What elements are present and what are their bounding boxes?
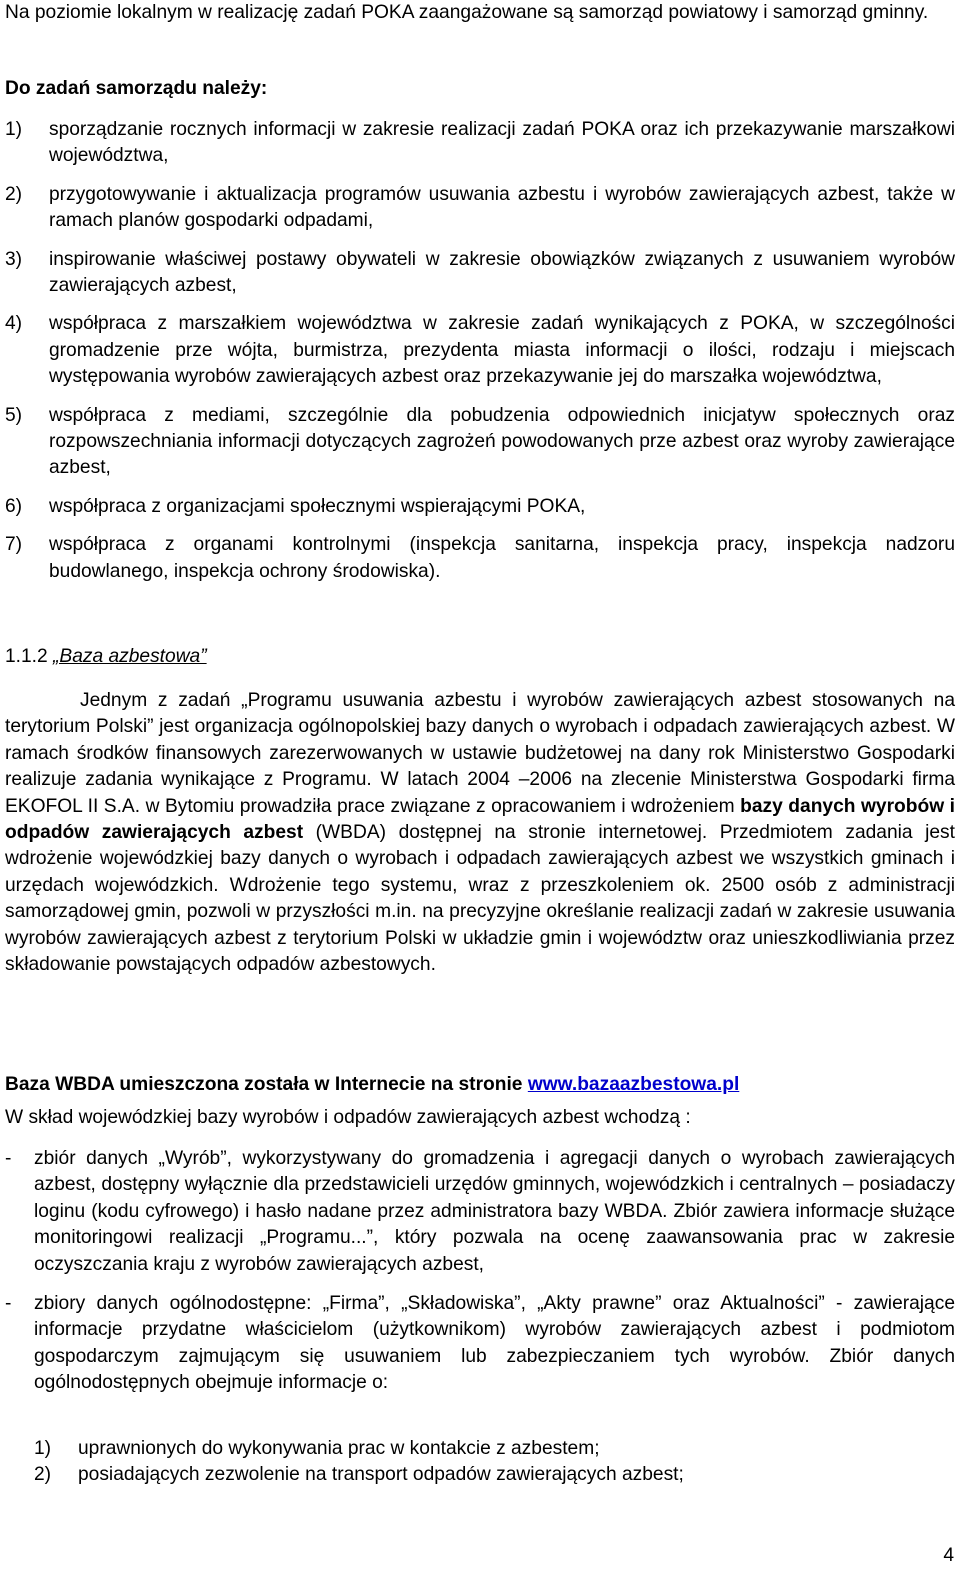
list-item-number: 4) <box>5 313 23 335</box>
list-item-number: 2) <box>5 183 23 205</box>
list-item-text: współpraca z marszałkiem województwa w zakresie zadań wynikających z POKA, w szczególności gromadzenie prze wójta, burmistrza, prezydenta miasta informacji o ilości, rodzaju i miejscach występowania wyrobów zawierających azbest oraz przekazywanie jej do marszałka województwa, <box>49 313 955 388</box>
database-components-list <box>5 1146 955 1397</box>
list-item-text: sporządzanie rocznych informacji w zakresie realizacji zadań POKA oraz ich przekazywanie marszałkowi województwa, <box>49 119 955 167</box>
list-item <box>5 247 955 300</box>
list-item-text: współpraca z organizacjami społecznymi wspierającymi POKA, <box>49 495 586 517</box>
list-item-text: uprawnionych do wykonywania prac w kontakcie z azbestem; <box>78 1438 600 1459</box>
list-item-number: 1) <box>34 1438 52 1459</box>
list-item <box>5 311 955 390</box>
body-text-bold: bazy danych wyrobów i odpadów zawierających azbest <box>5 795 955 844</box>
list-item <box>5 494 955 520</box>
list-item <box>34 1462 954 1488</box>
list-item-text: przygotowywanie i aktualizacja programów usuwania azbestu i wyrobów zawierających azbest, także w ramach planów gospodarki odpadami, <box>49 183 955 232</box>
list-item-text: współpraca z mediami, szczególnie dla pobudzenia odpowiednich inicjatyw społecznych oraz rozpowszechniania informacji dotyczących zagrożeń powodowanych prze azbest oraz wyroby zawierające azbest, <box>49 404 955 479</box>
list-item <box>5 1291 955 1397</box>
intro-paragraph: Na poziomie lokalnym w realizację zadań POKA zaangażowane są samorząd powiatowy i samorząd gminny. <box>5 2 929 23</box>
list-item <box>5 403 955 482</box>
list-item-number: 2) <box>34 1464 52 1486</box>
list-item-text: zbiór danych „Wyrób”, wykorzystywany do gromadzenia i agregacji danych o wyrobach zawierających azbest, dostępny wyłącznie dla przedstawicieli urzędów gminnych, wojewódzkich i centralnych – posiadaczy loginu (kodu cyfrowego) i hasło nadane przez administratora bazy WBDA. Zbiór zawiera informacje służące monitoringowi realizacji „Programu...”, który pozwala na ocenę zaawansowania prac w zakresie oczyszczania kraju z wyrobów zawierających azbest, <box>34 1148 955 1275</box>
list-item <box>34 1436 954 1462</box>
list-item-text: inspirowanie właściwej postawy obywateli w zakresie obowiązków związanych z usuwaniem wyrobów zawierających azbest, <box>49 248 955 297</box>
section-number: 1.1.2 <box>5 646 48 667</box>
tasks-heading: Do zadań samorządu należy: <box>5 78 268 99</box>
list-item <box>5 1146 955 1278</box>
list-item-number: 6) <box>5 495 23 517</box>
section-heading <box>5 644 207 670</box>
list-item-number: 7) <box>5 534 23 556</box>
list-item <box>5 182 955 235</box>
list-item-number: 1) <box>5 119 23 140</box>
public-data-list <box>34 1436 954 1489</box>
body-text-part2: (WBDA) dostępnej na stronie internetowej. Przedmiotem zadania jest wdrożenie wojewódzkiej bazy danych o wyrobach i odpadach zawierających azbest we wszystkich gminach i urzędach wojewódzkich. Wdrożenie tego systemu, wraz z przeszkoleniem ok. 2500 osób z administracji samorządowej gmin, pozwoli w przyszłości m.in. na precyzyjne określanie realizacji zadań w zakresie usuwania wyrobów zawierających azbest z terytorium Polski w układzie gmin i województw oraz unieszkodliwiania przez składowanie powstających odpadów azbestowych. <box>5 822 955 976</box>
tasks-list <box>5 117 955 585</box>
composition-intro: W skład wojewódzkiej bazy wyrobów i odpadów zawierających azbest wchodzą : <box>5 1107 691 1128</box>
list-item <box>5 117 955 170</box>
list-item-number: 5) <box>5 404 23 426</box>
wbda-statement <box>5 1072 739 1098</box>
list-item <box>5 532 955 585</box>
list-dash: - <box>5 1148 12 1169</box>
list-item-text: zbiory danych ogólnodostępne: „Firma”, „Składowiska”, „Akty prawne” oraz Aktualności” - zawierające informacje przydatne właścicielom (użytkownikom) wyrobów zawierających azbest i podmiotom gospodarczym zajmującym się usuwaniem lub zabezpieczaniem tych wyrobów. Zbiór danych ogólnodostępnych obejmuje informacje o: <box>34 1293 955 1394</box>
section-title: „Baza azbestowa” <box>53 646 207 667</box>
wbda-link[interactable]: www.bazaazbestowa.pl <box>527 1074 740 1095</box>
list-dash: - <box>5 1293 12 1315</box>
list-item-text: posiadających zezwolenie na transport odpadów zawierających azbest; <box>78 1464 684 1486</box>
list-item-number: 3) <box>5 248 23 270</box>
body-text-part1: Jednym z zadań „Programu usuwania azbestu i wyrobów zawierających azbest stosowanych na terytorium Polski” jest organizacja ogólnopolskiej bazy danych o wyrobach i odpadach zawierających azbest. W ramach środków finansowych zarezerwowanych w ustawie budżetowej na dany rok Ministerstwo Gospodarki realizuje zadania wynikające z Programu. W latach 2004 –2006 na zlecenie Ministerstwa Gospodarki firma EKOFOL II S.A. w Bytomiu prowadziła prace związane z opracowaniem i wdrożeniem <box>5 690 955 817</box>
page-number: 4 <box>943 1545 954 1566</box>
body-paragraph <box>5 688 955 978</box>
wbda-text: Baza WBDA umieszczona została w Internecie na stronie <box>5 1074 528 1095</box>
list-item-text: współpraca z organami kontrolnymi (inspekcja sanitarna, inspekcja pracy, inspekcja nadzoru budowlanego, inspekcja ochrony środowiska). <box>49 534 955 582</box>
